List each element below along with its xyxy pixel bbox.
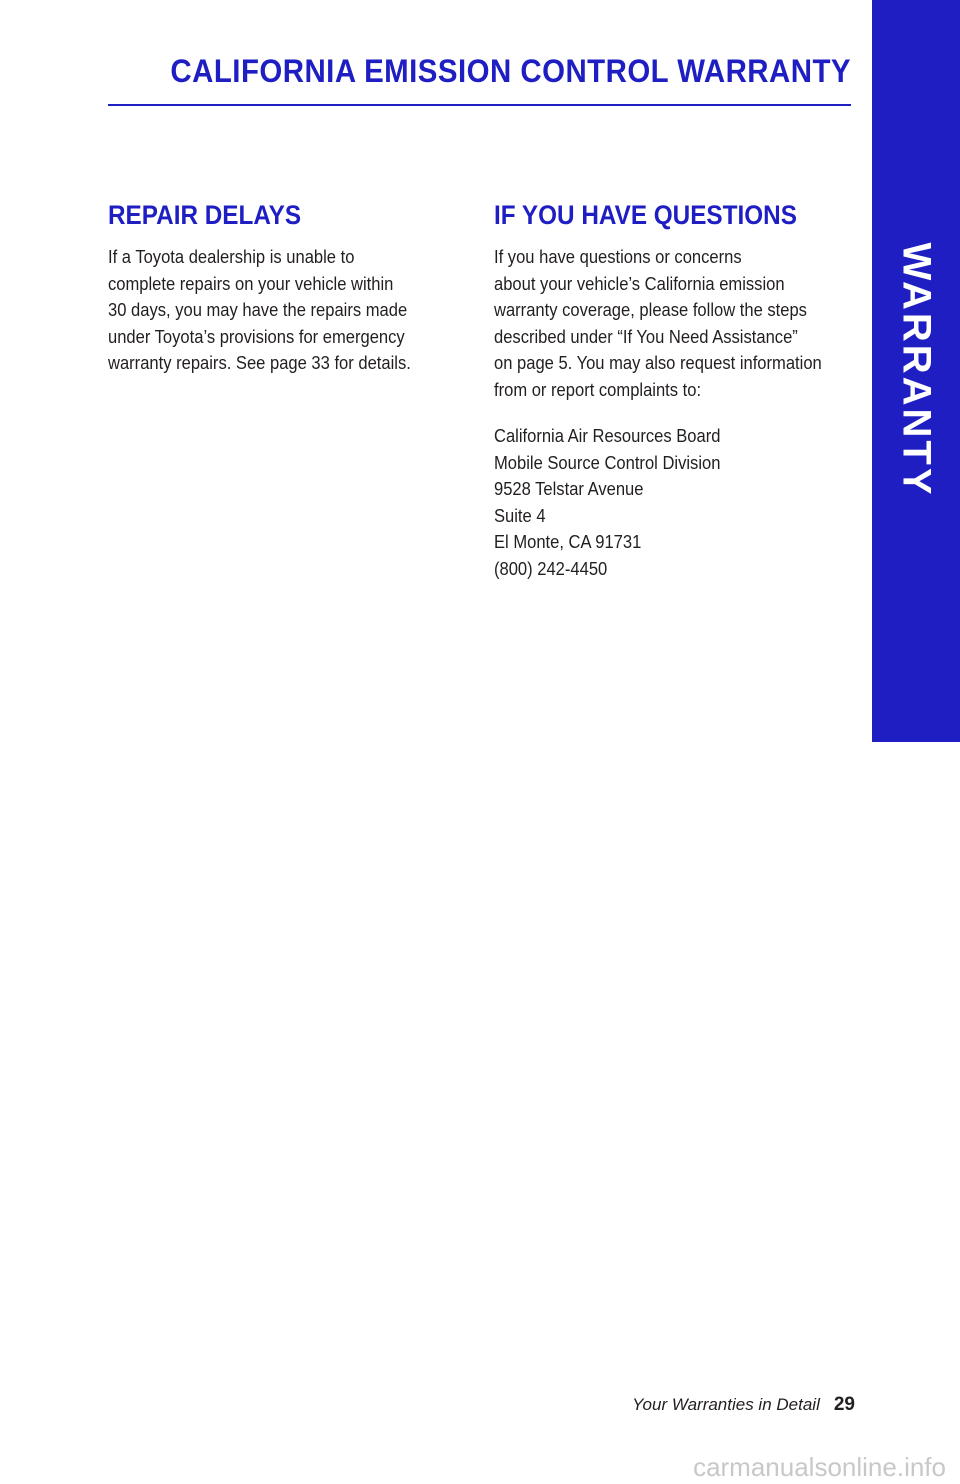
section-paragraph: If a Toyota dealership is unable to complete repairs on your vehicle within 30 days, you may have the repairs made under Toyota’s provisions for emergency warranty repairs. See page 33 for details. (108, 247, 411, 373)
page-title: CALIFORNIA EMISSION CONTROL WARRANTY (170, 53, 851, 89)
watermark: carmanualsonline.info (693, 1452, 946, 1482)
section-repair-delays (108, 198, 453, 397)
side-tab-label: WARRANTY (894, 242, 939, 498)
section-if-you-have-questions (494, 198, 854, 602)
footer-section-title: Your Warranties in Detail (632, 1395, 820, 1414)
section-heading: IF YOU HAVE QUESTIONS (494, 200, 797, 230)
side-section-tab (872, 0, 960, 742)
page-number: 29 (833, 1394, 855, 1415)
section-heading: REPAIR DELAYS (108, 200, 302, 230)
title-divider (108, 104, 851, 106)
address-block: California Air Resources Board Mobile Source Control Division 9528 Telstar Avenue Suite 4 El Monte, CA 91731 (800) 242-4450 (494, 426, 721, 579)
page-footer (560, 1392, 855, 1418)
section-paragraph: If you have questions or concerns about your vehicle’s California emission warranty coverage, please follow the steps described under “If You Need Assistance” on page 5. You may also request information from or report complaints to: (494, 247, 822, 400)
